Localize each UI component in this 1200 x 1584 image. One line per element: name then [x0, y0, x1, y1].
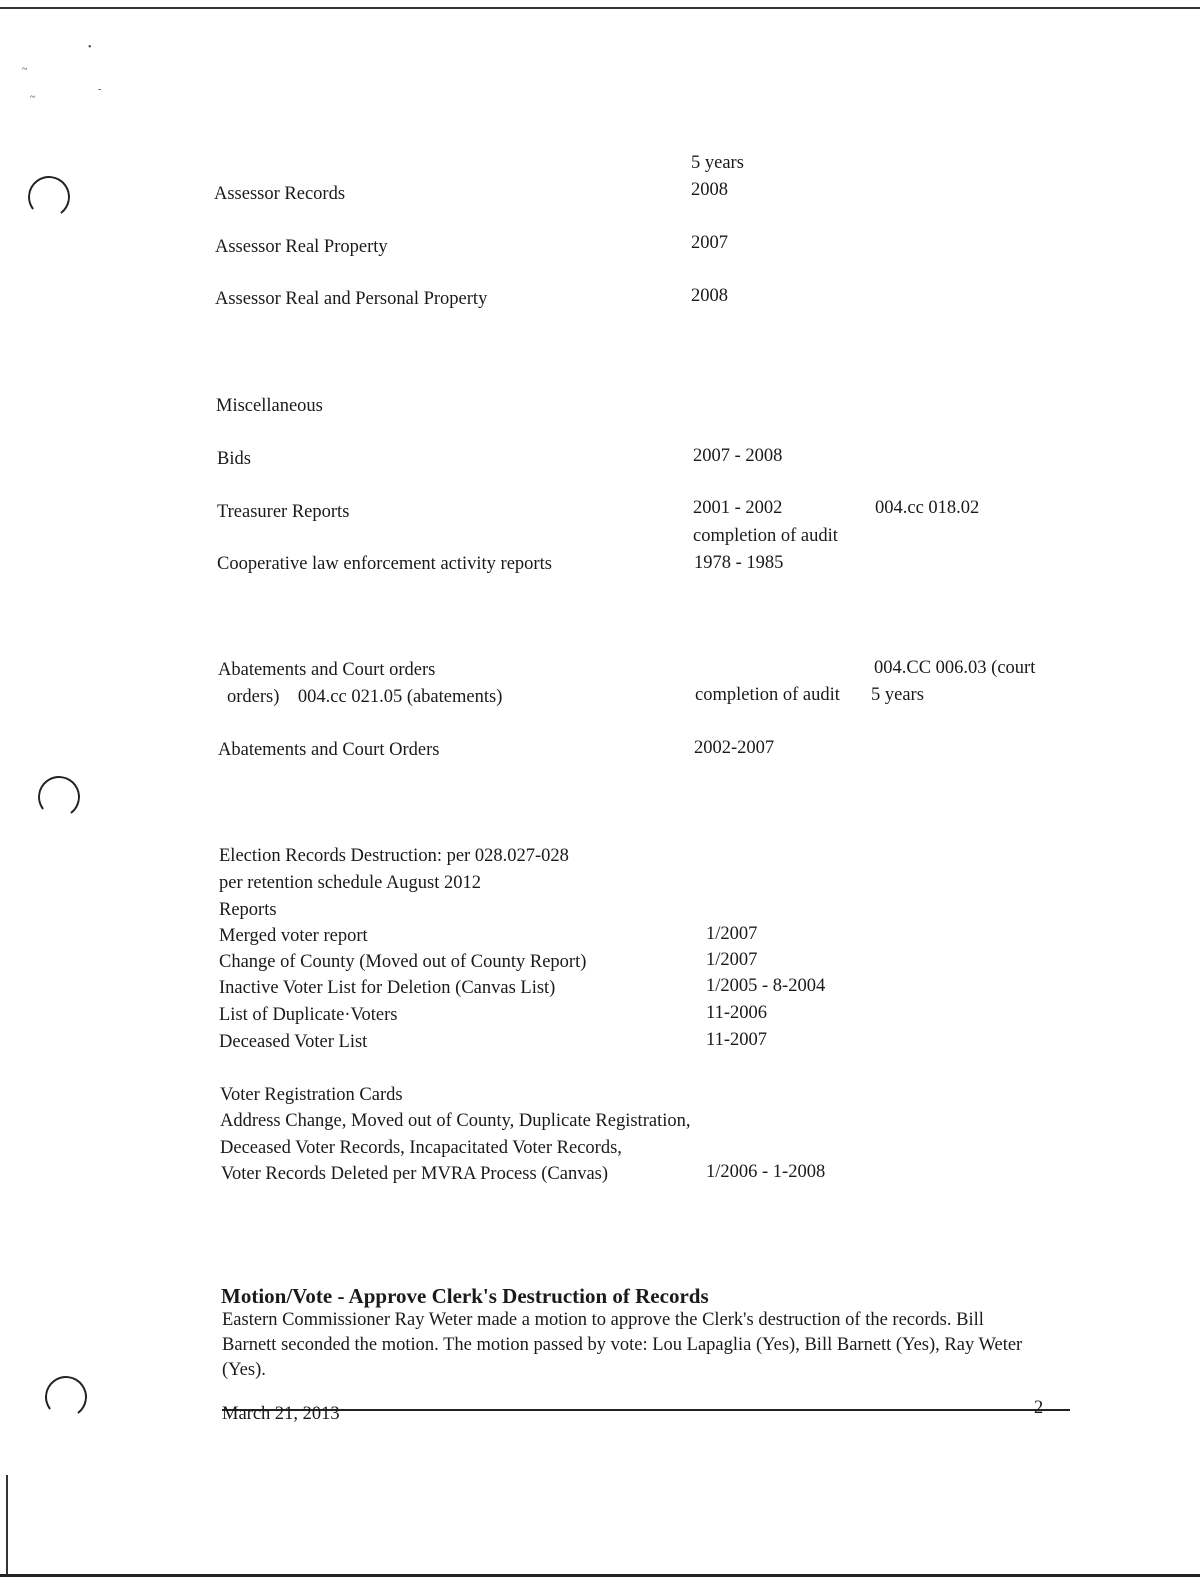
election-item-value: 1/2007 — [706, 924, 758, 944]
assessor-row-label: Assessor Real and Personal Property — [215, 289, 488, 309]
motion-text: Eastern Commissioner Ray Weter made a motion to approve the Clerk's destruction of the records. Bill Barnett seconded the motion. The motion passed by vote: Lou Lapaglia (Yes), Bill Barnett (Yes), Ray Weter (Yes). — [222, 1310, 1023, 1380]
top-scan-line — [0, 7, 1200, 9]
abatements-line1: Abatements and Court orders — [218, 660, 436, 680]
bottom-scan-line — [0, 1574, 1200, 1577]
election-item-label: Inactive Voter List for Deletion (Canvas List) — [219, 978, 556, 998]
voter-cards-line2: Deceased Voter Records, Incapacitated Voter Records, — [220, 1138, 622, 1158]
election-item-value: 1/2007 — [706, 950, 758, 970]
voter-cards-line1: Address Change, Moved out of County, Duplicate Registration, — [220, 1111, 691, 1131]
abatements-orders-value: 2002-2007 — [694, 738, 775, 758]
treasurer-note: completion of audit — [693, 526, 838, 546]
assessor-row-value: 2007 — [691, 233, 728, 253]
reports-heading: Reports — [219, 900, 277, 920]
abatements-line2: orders) 004.cc 021.05 (abatements) — [227, 687, 503, 707]
abatements-code: 004.CC 006.03 (court — [874, 658, 1036, 678]
election-item-label: Change of County (Moved out of County Report) — [219, 952, 587, 972]
treasurer-code: 004.cc 018.02 — [875, 498, 980, 518]
scan-speck: ~ — [30, 92, 36, 103]
election-item-label: List of Duplicate·Voters — [219, 1005, 398, 1025]
treasurer-value: 2001 - 2002 — [693, 498, 783, 518]
page-number: 2 — [1034, 1398, 1044, 1418]
treasurer-label: Treasurer Reports — [217, 502, 350, 522]
scan-speck: - — [98, 84, 102, 95]
election-item-label: Merged voter report — [219, 926, 368, 946]
election-line1: Election Records Destruction: per 028.027-028 — [219, 846, 569, 866]
assessor-row-value: 2008 — [691, 180, 728, 200]
bids-label: Bids — [217, 449, 251, 469]
voter-cards-value: 1/2006 - 1-2008 — [706, 1162, 826, 1182]
punch-hole-icon — [42, 1373, 89, 1420]
assessor-retention: 5 years — [691, 153, 744, 173]
voter-cards-heading: Voter Registration Cards — [220, 1085, 403, 1105]
assessor-row-label: Assessor Records — [214, 184, 346, 204]
coop-label: Cooperative law enforcement activity reports — [217, 554, 552, 574]
coop-value: 1978 - 1985 — [694, 553, 784, 573]
election-item-label: Deceased Voter List — [219, 1032, 368, 1052]
abatements-retention: 5 years — [871, 685, 924, 705]
election-item-value: 1/2005 - 8-2004 — [706, 976, 826, 996]
punch-hole-icon — [35, 773, 82, 820]
assessor-row-label: Assessor Real Property — [215, 237, 388, 257]
election-item-value: 11-2006 — [706, 1003, 767, 1023]
misc-heading: Miscellaneous — [216, 396, 323, 416]
scan-speck: • — [88, 42, 92, 53]
left-scan-edge — [6, 1475, 8, 1575]
election-line2: per retention schedule August 2012 — [219, 873, 482, 893]
punch-hole-icon — [25, 173, 72, 220]
election-item-value: 11-2007 — [706, 1030, 767, 1050]
abatements-orders-label: Abatements and Court Orders — [218, 740, 440, 760]
bids-value: 2007 - 2008 — [693, 446, 783, 466]
motion-title: Motion/Vote - Approve Clerk's Destruction of Records — [221, 1284, 709, 1308]
assessor-row-value: 2008 — [691, 286, 728, 306]
footer-date: March 21, 2013 — [222, 1404, 340, 1424]
footer-divider — [222, 1409, 1070, 1411]
abatements-note: completion of audit — [695, 685, 840, 705]
scan-speck: ~ — [22, 64, 28, 75]
voter-cards-line3: Voter Records Deleted per MVRA Process (Canvas) — [221, 1164, 609, 1184]
